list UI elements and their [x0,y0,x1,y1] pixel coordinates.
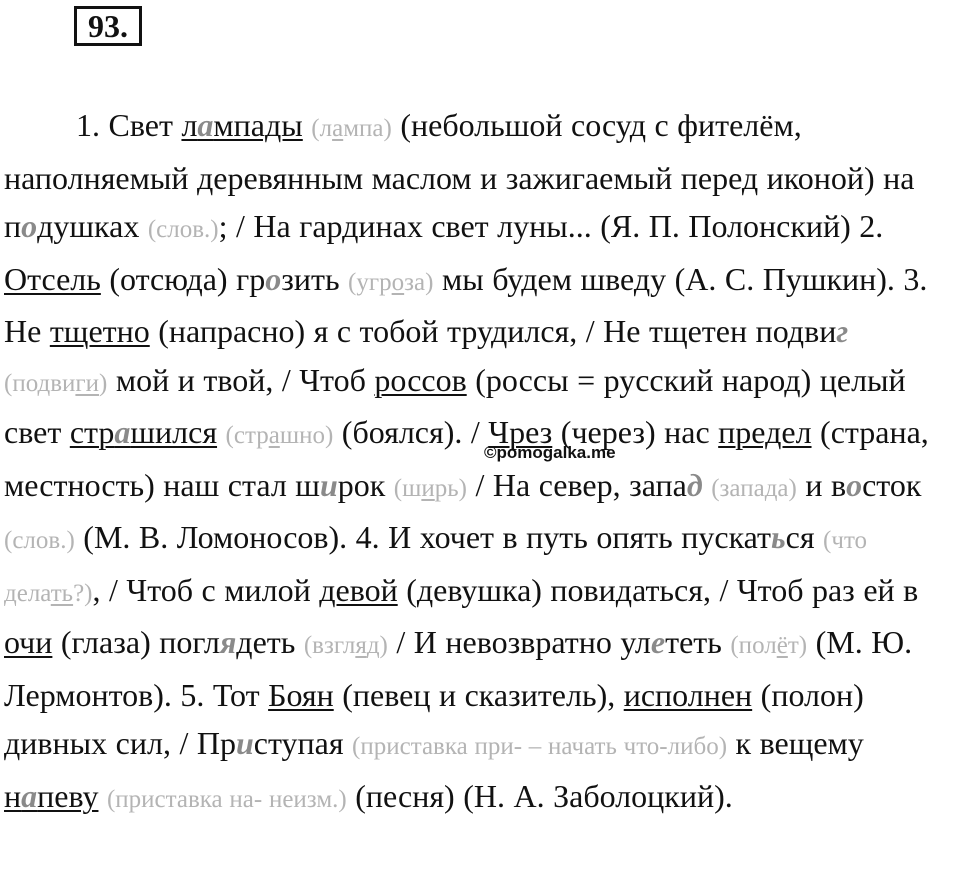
letter-i: и [235,725,254,761]
text-run: (полон) дивных сил, / Пр [4,676,864,761]
text-run: (напрасно) я с тобой трудился, / Не тщетен подви [149,313,837,349]
hint-pristavka-na: (приставка на- неизм.) [106,785,347,813]
letter-e: е [650,624,666,660]
letter-i: и [319,466,338,503]
text-run: , / Чтоб с милой [92,571,320,608]
hint-slov: (слов.) [4,527,75,554]
text-run: и в [796,466,847,503]
text-run: мой и твой, / Чтоб [107,361,375,398]
text-run: теть [665,624,731,660]
text-run [98,778,107,814]
hint-vzglyad: (взгляд) [303,632,388,659]
text-run: (боялся). / [333,414,489,450]
hint-ugroza: (угроза) [348,268,434,296]
text-run: (отсюда) гр [100,260,266,297]
word-devoy: девой [319,571,398,608]
word-napevu: напеву [4,777,99,814]
word-strashilsya: страшился [69,414,218,450]
word-rossov: россов [374,361,467,398]
letter-soft-sign: ь [771,519,786,555]
word-otsel: Отсель [4,260,101,297]
word-predel: предел [718,414,812,450]
word-lampady: лампады [181,107,303,143]
letter-o: о [265,260,282,297]
text-run: (страна, местность) наш стал ш [4,414,929,503]
text-run: (глаза) погл [52,624,220,660]
text-run: рок [337,466,394,503]
word-ispolnen: исполнен [623,676,753,713]
word-tshchetno: тщетно [49,313,150,349]
text-run: ступая [253,725,353,761]
hint-strashno: (страшно) [225,422,334,449]
text-run: (М. Ю. Лермонтов). 5. Тот [4,624,913,713]
hint-polyot: (полёт) [730,632,808,659]
text-run: / На север, запа [466,466,687,503]
text-run: деть [236,624,304,660]
word-ochi: очи [4,624,53,660]
text-run: (М. В. Ломоносов). 4. И хочет в путь опять пускат [74,519,771,555]
letter-o: о [21,208,38,244]
text-run: (песня) (Н. А. Заболоцкий). [346,777,733,814]
text-run: (россы = русский народ) целый свет [4,361,906,450]
hint-zapada: (запада) [711,474,797,502]
word-boyan: Боян [268,676,334,713]
text-run: / И невозвратно ул [387,624,651,660]
letter-g: г [836,313,849,349]
exercise-number: 93. [74,6,142,46]
hint-chto-delat: (что делать?) [4,527,868,607]
hint-podvigi: (подвиги) [4,369,108,397]
hint-lampa: (лампа) [311,115,392,142]
text-run: зить [281,260,349,297]
word-chrez: Чрез [488,414,553,450]
hint-pristavka-pri: (приставка при- – начать что-либо) [352,733,728,760]
letter-ya: я [219,624,237,660]
text-run: (певец и сказитель), [333,676,624,713]
text-run: ся [785,519,824,555]
exercise-text [4,101,959,824]
text-run: (через) нас [552,414,719,450]
text-run [703,467,712,503]
watermark: ©pomogalka.me [484,443,616,462]
text-run: сток [862,466,922,503]
hint-shir: (ширь) [393,474,467,502]
text-run: ; / На гардинах свет луны... (Я. П. Полонский) 2. [218,208,884,244]
text-run: (небольшой сосуд с фителём, наполняемый деревянным маслом и зажигаемый перед иконой) на п [4,107,915,244]
text-run: душках [37,208,148,244]
text-run [217,414,226,450]
text-run: к вещему [727,725,864,761]
text-run: (девушка) повидаться, / Чтоб раз ей в [397,571,919,608]
hint-slov: (слов.) [147,216,219,243]
letter-o: о [846,466,863,503]
text-run: 1. Свет [76,107,182,143]
letter-d: д [686,466,703,503]
text-run: мы будем шведу (А. С. Пушкин). 3. Не [4,260,928,349]
